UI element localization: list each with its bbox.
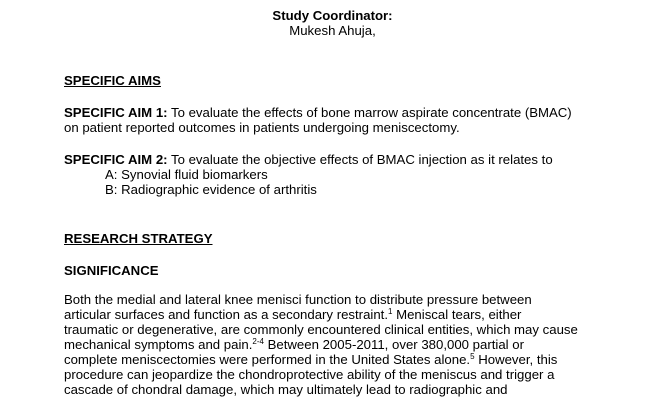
paragraph-line-2: articular surfaces and function as a secondary restraint.$^1$ Meniscal tears, either — [64, 307, 522, 322]
citation-5: 5 — [470, 352, 475, 361]
significance-heading: SIGNIFICANCE — [64, 263, 159, 278]
aim-2-sub-b: B: Radiographic evidence of arthritis — [105, 182, 317, 197]
aim-1-text-line-2: on patient reported outcomes in patients undergoing meniscectomy. — [64, 120, 460, 135]
paragraph-line-4: mechanical symptoms and pain.$^{2-4}$ Between 2005-2011, over 380,000 partial or — [64, 337, 524, 352]
paragraph-line-7: cascade of chondral damage, which may ultimately lead to radiographic and — [64, 382, 508, 397]
citation-1: 1 — [388, 307, 393, 316]
research-strategy-heading: RESEARCH STRATEGY — [64, 231, 213, 246]
specific-aims-heading: SPECIFIC AIMS — [64, 73, 161, 88]
aim-2-text-line-1: To evaluate the objective effects of BMAC injection as it relates to — [167, 152, 553, 167]
paragraph-line-3: traumatic or degenerative, are commonly encountered clinical entities, which may cause — [64, 322, 578, 337]
specific-aim-1 — [64, 105, 634, 135]
paragraph-line-5: complete meniscectomies were performed in the United States alone.$^5$ However, this — [64, 352, 558, 367]
significance-paragraph — [64, 292, 634, 397]
paragraph-line-1: Both the medial and lateral knee menisci function to distribute pressure between — [64, 292, 532, 307]
specific-aim-2 — [64, 152, 634, 197]
coordinator-name: Mukesh Ahuja, — [289, 23, 376, 38]
aim-2-label: SPECIFIC AIM 2: — [64, 152, 168, 167]
aim-1-label: SPECIFIC AIM 1: — [64, 105, 168, 120]
paragraph-line-6: procedure can jeopardize the chondroprotective ability of the meniscus and trigger a — [64, 367, 555, 382]
citation-2-4: 2-4 — [252, 337, 264, 346]
aim-2-sub-a: A: Synovial fluid biomarkers — [105, 167, 268, 182]
coordinator-label: Study Coordinator: — [272, 8, 393, 23]
aim-1-text-line-1: To evaluate the effects of bone marrow aspirate concentrate (BMAC) — [167, 105, 572, 120]
